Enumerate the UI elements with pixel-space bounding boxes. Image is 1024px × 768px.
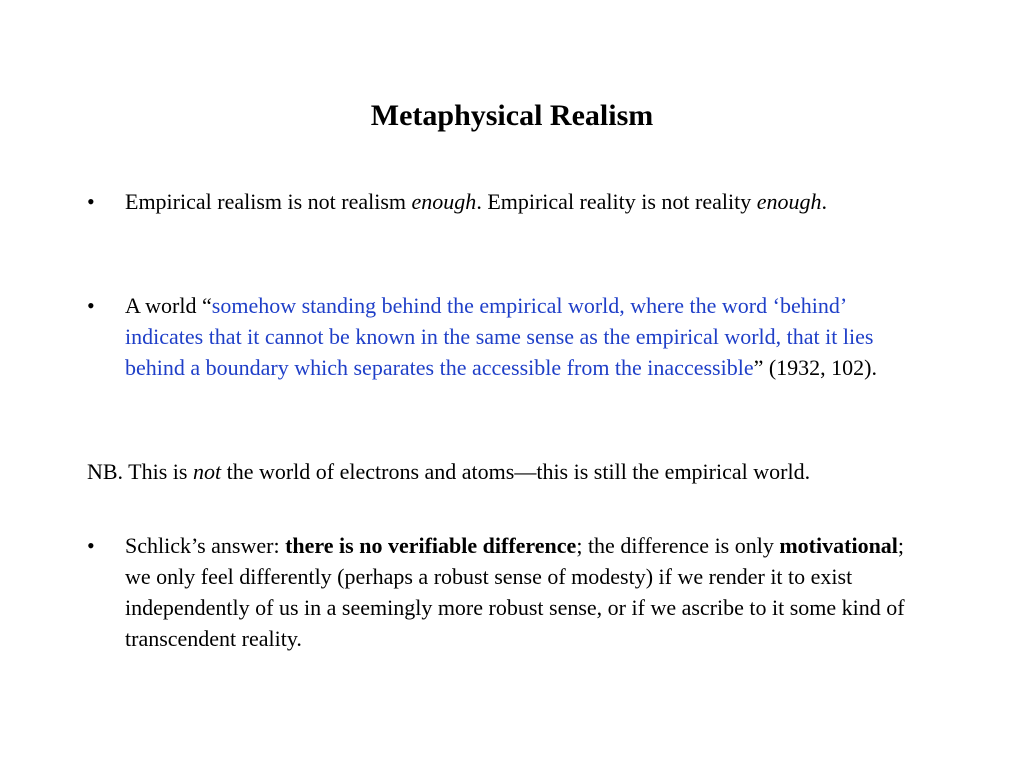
text-span: Empirical realism is not realism bbox=[125, 189, 412, 214]
text-span: the world of electrons and atoms—this is still the empirical world. bbox=[221, 459, 811, 484]
text-span: ” (1932, 102). bbox=[753, 355, 878, 380]
text-span: ; we only feel differently (perhaps a robust sense of modesty) if we render it to exist independently of us in a seemingly more robust sense, or if we ascribe to it some kind of transcendent reality. bbox=[125, 533, 905, 651]
bullet-text bbox=[125, 290, 925, 383]
italic-span: not bbox=[192, 459, 222, 484]
text-span: . Empirical reality is not reality bbox=[476, 189, 757, 214]
text-span: ; the difference is only bbox=[576, 533, 780, 558]
bullet-item-schlick-answer bbox=[87, 530, 927, 660]
bullet-text bbox=[125, 186, 925, 217]
text-span: A world “ bbox=[125, 293, 212, 318]
italic-span: enough bbox=[411, 189, 477, 214]
bullet-item-empirical-realism bbox=[87, 186, 927, 256]
bullet-marker: • bbox=[87, 293, 95, 318]
text-span: NB. This is bbox=[87, 459, 193, 484]
bold-span: there is no verifiable difference bbox=[285, 533, 577, 558]
bullet-marker: • bbox=[87, 189, 95, 214]
blue-quote-span: somehow standing behind the empirical world, where the word ‘behind’ indicates that it cannot be known in the same sense as the empirical world, that it lies behind a boundary which separates the accessible from the inaccessible bbox=[125, 293, 874, 380]
bullet-item-world-quote bbox=[87, 290, 927, 420]
italic-span: enough bbox=[756, 189, 822, 214]
bullet-text bbox=[125, 530, 925, 654]
bold-span: motivational bbox=[779, 533, 898, 558]
nb-note bbox=[87, 456, 987, 487]
text-span: . bbox=[821, 189, 827, 214]
bullet-marker: • bbox=[87, 533, 95, 558]
slide-title: Metaphysical Realism bbox=[370, 99, 654, 132]
text-span: Schlick’s answer: bbox=[125, 533, 286, 558]
